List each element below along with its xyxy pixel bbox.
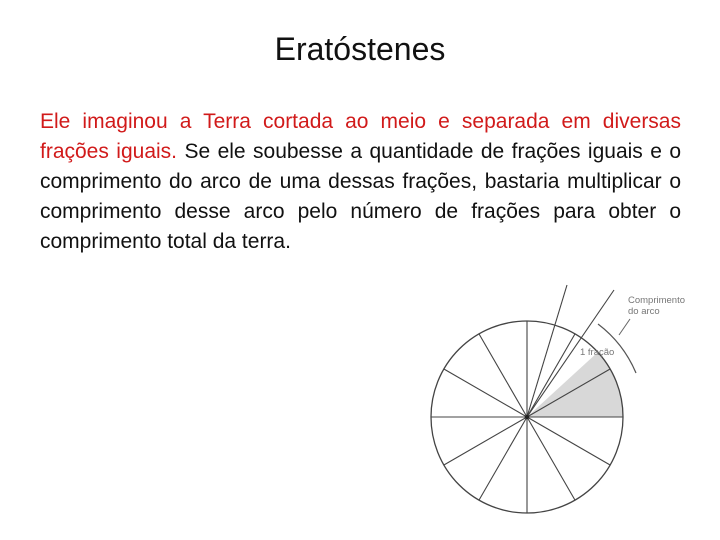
fraction-line bbox=[527, 417, 575, 500]
arc-label-pointer bbox=[619, 319, 630, 335]
fraction-line bbox=[444, 369, 527, 417]
body-text: Se ele soubesse a quantidade de frações iguais e o comprimento do arco de uma dessas frações, bastaria multiplicar o comprimento desse arco pelo número de frações para obter o comprimento total da terra. bbox=[40, 140, 682, 253]
slide-title: Eratóstenes bbox=[274, 31, 446, 67]
arc-length-label-line2: do arco bbox=[628, 306, 660, 317]
fraction-line bbox=[479, 334, 527, 417]
fraction-line bbox=[479, 417, 527, 500]
body-highlight-text: Ele imaginou a Terra cortada ao meio e separada em diversas frações iguais. bbox=[40, 110, 681, 163]
arc-length-label-line1: Comprimento bbox=[628, 295, 686, 306]
slide-body bbox=[40, 107, 681, 257]
arc-length-label bbox=[628, 295, 685, 317]
fraction-label: 1 fração bbox=[580, 347, 615, 358]
fraction-wedge bbox=[527, 352, 623, 417]
fraction-line bbox=[444, 417, 527, 465]
circle-diagram bbox=[420, 283, 720, 540]
fraction-line bbox=[527, 417, 610, 465]
center-point bbox=[525, 415, 529, 419]
earth-divided-figure bbox=[420, 283, 720, 540]
